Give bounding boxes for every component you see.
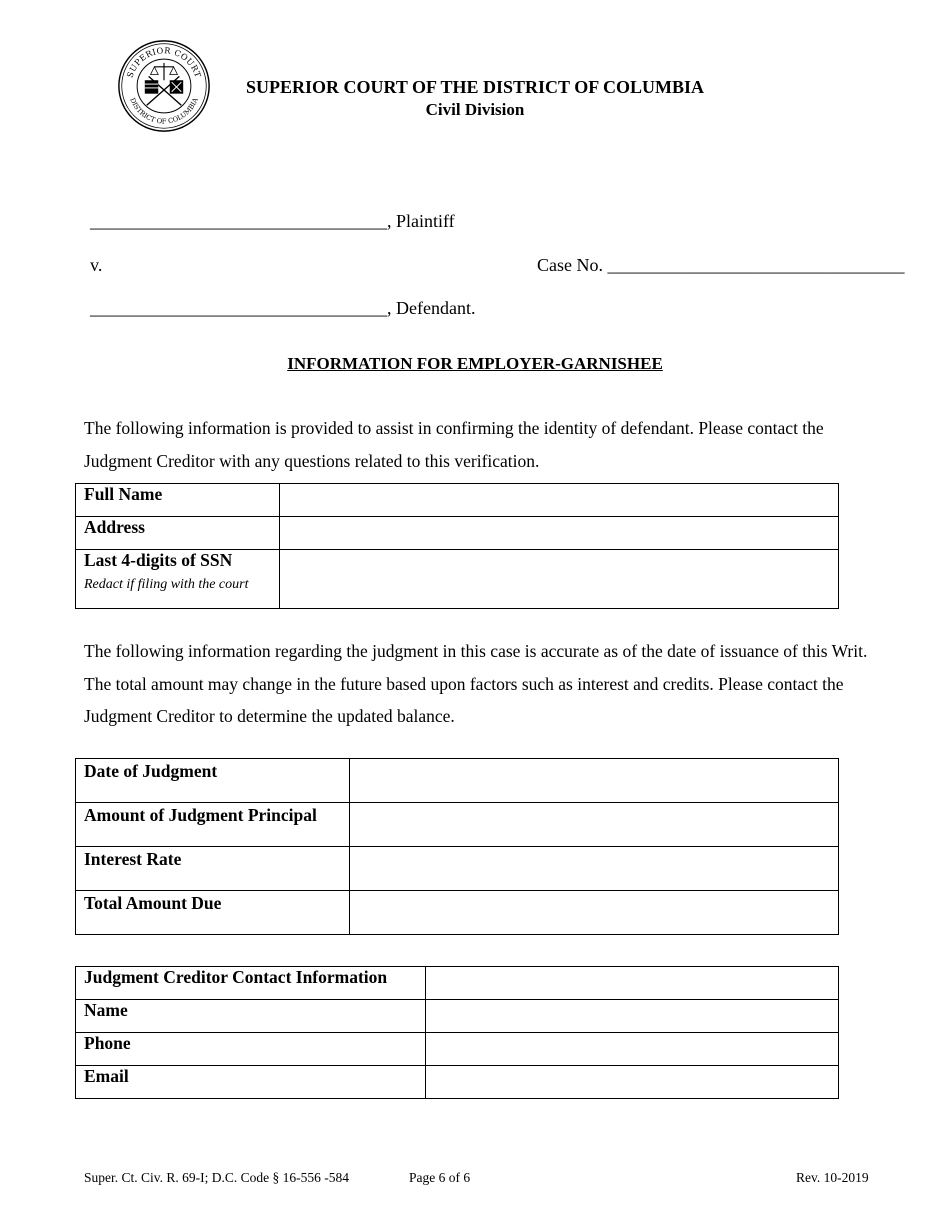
identity-table (75, 483, 839, 609)
ssn-redact-note: Redact if filing with the court (84, 577, 249, 592)
creditor-header-label: Judgment Creditor Contact Information (76, 967, 426, 1000)
defendant-blank[interactable]: _________________________________ (90, 298, 387, 318)
judgment-table (75, 758, 839, 935)
address-field[interactable] (280, 517, 839, 550)
footer-revision: Rev. 10-2019 (796, 1170, 869, 1185)
plaintiff-blank[interactable]: _________________________________ (90, 211, 387, 231)
creditor-phone-label: Phone (76, 1033, 426, 1066)
defendant-line[interactable] (90, 297, 475, 319)
court-name: SUPERIOR COURT OF THE DISTRICT OF COLUMBIA (245, 77, 705, 97)
footer-page-number: Page 6 of 6 (409, 1170, 471, 1185)
seal-text-top: SUPERIOR COURT (124, 45, 204, 79)
versus-label: v. (90, 255, 103, 275)
total-amount-field[interactable] (350, 891, 839, 935)
ssn-label-cell (76, 550, 280, 609)
defendant-label: , Defendant. (387, 298, 476, 318)
plaintiff-label: , Plaintiff (387, 211, 455, 231)
creditor-table (75, 966, 839, 1099)
judgment-paragraph: The following information regarding the judgment in this case is accurate as of the date of issuance of this Writ. The total amount may change in the future based upon factors such as interest and credits. Please contact the Judgment Creditor to determine the updated balance. (84, 641, 868, 726)
judgment-principal-label: Amount of Judgment Principal (76, 803, 350, 847)
address-label: Address (76, 517, 280, 550)
ssn-field[interactable] (280, 550, 839, 609)
division-name: Civil Division (425, 100, 525, 119)
plaintiff-line[interactable] (90, 210, 455, 232)
creditor-header-field[interactable] (426, 967, 839, 1000)
judgment-date-field[interactable] (350, 759, 839, 803)
creditor-email-label: Email (76, 1066, 426, 1099)
judgment-date-label: Date of Judgment (76, 759, 350, 803)
creditor-name-label: Name (76, 1000, 426, 1033)
creditor-name-field[interactable] (426, 1000, 839, 1033)
footer-rule-citation: Super. Ct. Civ. R. 69-I; D.C. Code § 16-556 -584 (84, 1170, 349, 1185)
full-name-field[interactable] (280, 484, 839, 517)
total-amount-label: Total Amount Due (76, 891, 350, 935)
form-title: INFORMATION FOR EMPLOYER-GARNISHEE (287, 354, 663, 373)
creditor-phone-field[interactable] (426, 1033, 839, 1066)
full-name-label: Full Name (76, 484, 280, 517)
seal-text-bottom: DISTRICT OF COLUMBIA (128, 96, 200, 126)
case-number-field[interactable]: Case No. _________________________________ (537, 255, 905, 275)
intro-paragraph: The following information is provided to assist in confirming the identity of defendant. Please contact the Judgment Creditor with any questions related to this verification. (84, 418, 824, 471)
judgment-principal-field[interactable] (350, 803, 839, 847)
creditor-email-field[interactable] (426, 1066, 839, 1099)
ssn-label: Last 4-digits of SSN (84, 550, 233, 570)
interest-rate-label: Interest Rate (76, 847, 350, 891)
interest-rate-field[interactable] (350, 847, 839, 891)
